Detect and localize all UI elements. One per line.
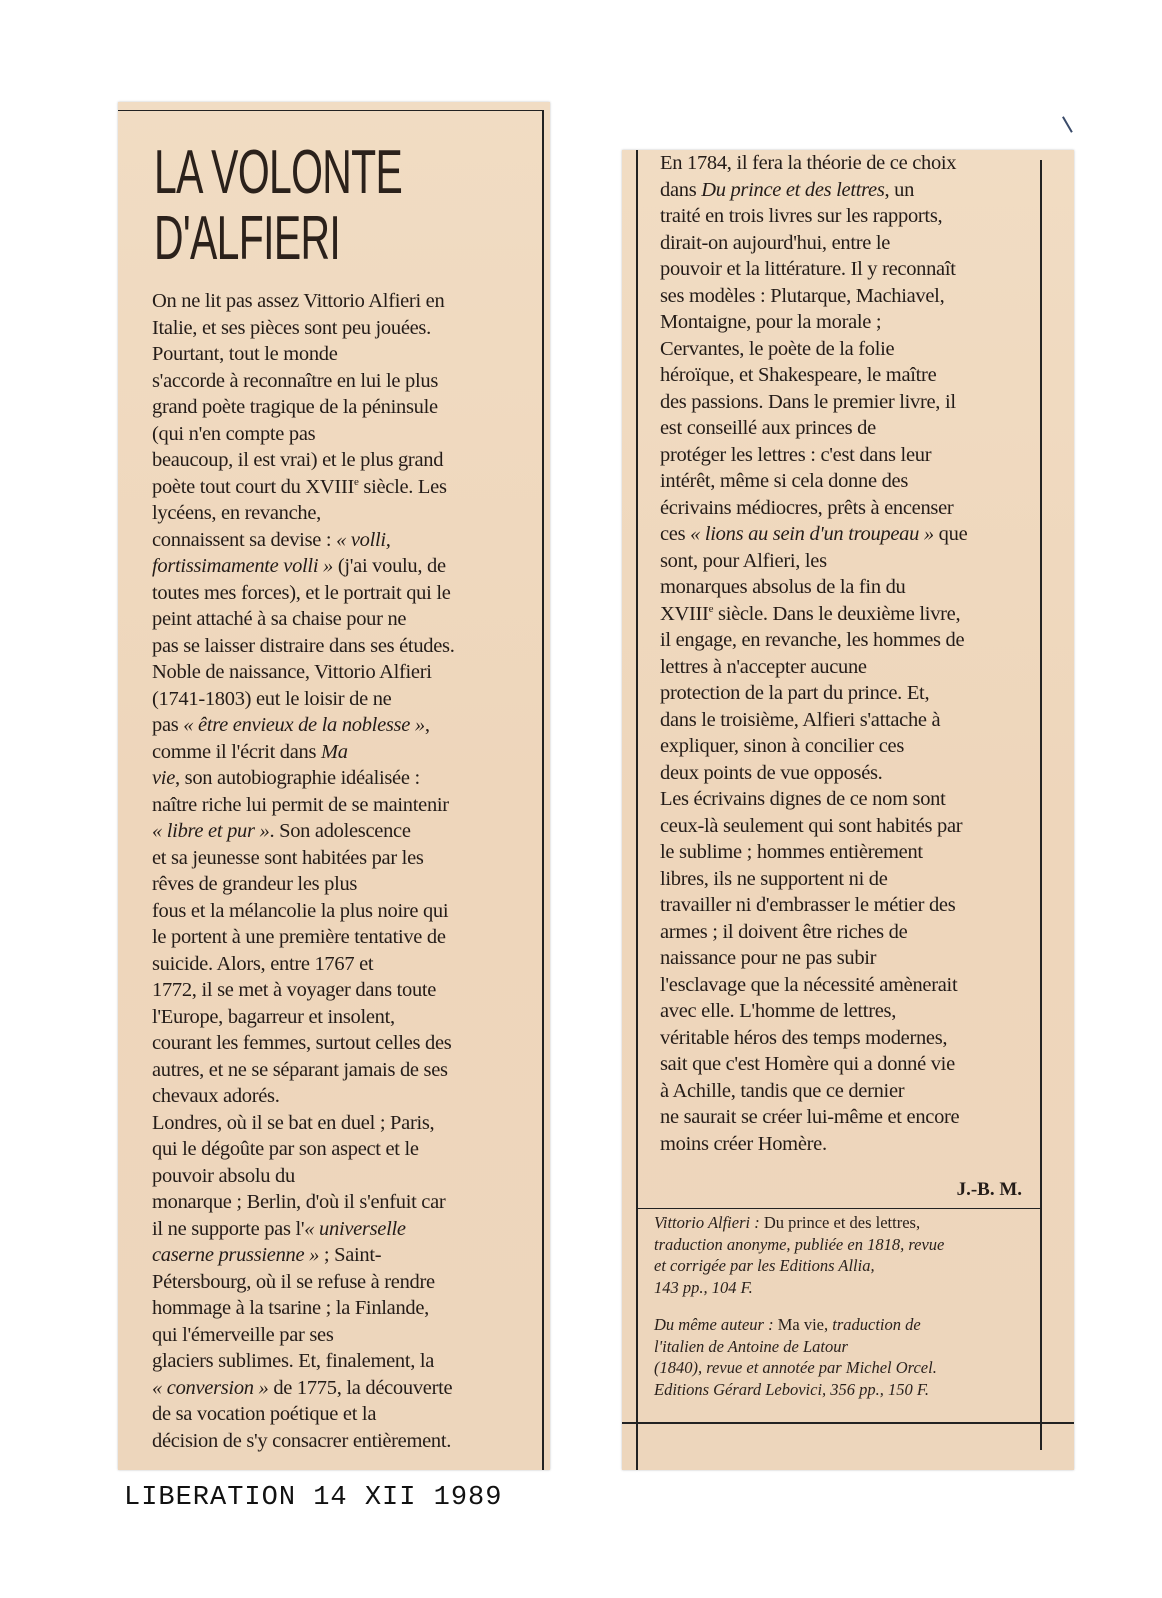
- clipping-left: [118, 102, 550, 1470]
- text-segment: Ma vie,: [777, 1315, 833, 1334]
- text-segment: On ne lit pas assez Vittorio Alfieri en: [152, 290, 445, 312]
- text-line: [660, 362, 967, 389]
- text-segment: grand poète tragique de la péninsule: [152, 396, 438, 418]
- text-segment: toutes mes forces), et le portrait qui le: [152, 581, 451, 604]
- italic-text: caserne prussienne »: [152, 1244, 320, 1266]
- text-line: [660, 150, 967, 177]
- text-segment: héroïque, et Shakespeare, le maître: [660, 364, 937, 386]
- text-segment: pouvoir absolu du: [152, 1164, 295, 1187]
- text-segment: ; Saint-: [319, 1244, 382, 1266]
- text-segment: lettres à n'accepter aucune: [660, 655, 867, 678]
- text-line: [152, 898, 455, 925]
- text-segment: . Son adolescence: [269, 820, 411, 842]
- text-segment: décision de s'y consacrer entièrement.: [152, 1429, 452, 1452]
- text-line: [152, 1401, 455, 1428]
- italic-text: traduction anonyme, publiée en 1818, revue: [654, 1234, 945, 1254]
- text-segment: naître riche lui permit de se maintenir: [152, 793, 449, 816]
- text-line: [152, 818, 455, 845]
- italic-text: « lions au sein d'un troupeau »: [690, 523, 934, 545]
- text-line: [152, 792, 455, 819]
- text-segment: Londres, où il se bat en duel ; Paris,: [152, 1111, 435, 1134]
- text-line: [660, 230, 967, 257]
- text-line: [152, 1083, 455, 1110]
- text-line: [654, 1277, 1034, 1299]
- text-line: [660, 442, 967, 469]
- text-line: [152, 421, 455, 448]
- text-segment: naissance pour ne pas subir: [660, 947, 877, 969]
- text-segment: ,: [424, 714, 430, 736]
- italic-text: et corrigée par les Editions Allia,: [654, 1256, 875, 1275]
- text-line: [152, 1322, 455, 1349]
- text-segment: de 1775, la découverte: [268, 1376, 453, 1399]
- text-segment: qui l'émerveille par ses: [152, 1323, 334, 1346]
- text-line: [152, 500, 455, 527]
- book-reference-1: [654, 1212, 1034, 1298]
- italic-text: Editions Gérard Lebovici, 356 pp., 150 F.: [654, 1379, 929, 1399]
- italic-text: « être envieux de la noblesse »: [183, 714, 425, 736]
- text-line: [660, 1051, 967, 1078]
- text-line: [152, 765, 455, 792]
- text-segment: le portent à une première tentative de: [152, 926, 446, 948]
- italic-text: Du même auteur :: [654, 1315, 778, 1334]
- text-line: [660, 574, 967, 601]
- text-line: [660, 945, 967, 972]
- text-segment: poète tout court du XVIII: [152, 475, 354, 498]
- text-line: [660, 919, 967, 946]
- text-line: [654, 1379, 1034, 1401]
- headline-line-2: D'ALFIERI: [154, 204, 341, 273]
- text-segment: est conseillé aux princes de: [660, 417, 876, 439]
- italic-text: l'italien de Antoine de Latour: [654, 1336, 848, 1356]
- text-line: [660, 468, 967, 495]
- text-segment: Cervantes, le poète de la folie: [660, 337, 895, 360]
- text-line: [152, 712, 455, 739]
- text-line: [152, 474, 455, 501]
- text-segment: sait que c'est Homère qui a donné vie: [660, 1053, 955, 1075]
- text-line: [660, 760, 967, 787]
- clipping-right: [622, 150, 1074, 1470]
- text-line: [152, 1428, 455, 1455]
- superscript: e: [708, 602, 714, 615]
- text-segment: ne saurait se créer lui-même et encore: [660, 1106, 960, 1128]
- text-segment: traité en trois livres sur les rapports,: [660, 205, 943, 227]
- text-line: [152, 1110, 455, 1137]
- text-segment: expliquer, sinon à concilier ces: [660, 735, 905, 757]
- text-line: [152, 1216, 455, 1243]
- text-line: [152, 1057, 455, 1084]
- text-line: [660, 1104, 967, 1131]
- text-line: [660, 654, 967, 681]
- text-line: [660, 972, 967, 999]
- text-segment: Noble de naissance, Vittorio Alfieri: [152, 661, 432, 683]
- text-line: [660, 1131, 967, 1158]
- text-line: [654, 1336, 1034, 1358]
- text-segment: suicide. Alors, entre 1767 et: [152, 952, 374, 975]
- text-segment: il engage, en revanche, les hommes de: [660, 629, 965, 651]
- text-line: [660, 866, 967, 893]
- text-segment: Pourtant, tout le monde: [152, 343, 338, 365]
- text-segment: avec elle. L'homme de lettres,: [660, 1000, 897, 1022]
- text-line: [152, 341, 455, 368]
- text-segment: 1772, il se met à voyager dans toute: [152, 979, 437, 1001]
- text-line: [152, 1030, 455, 1057]
- text-line: [660, 813, 967, 840]
- text-line: [152, 977, 455, 1004]
- text-line: [654, 1357, 1034, 1379]
- text-line: [152, 1136, 455, 1163]
- text-segment: qui le dégoûte par son aspect et le: [152, 1138, 419, 1160]
- text-segment: le sublime ; hommes entièrement: [660, 841, 923, 863]
- text-segment: moins créer Homère.: [660, 1132, 827, 1155]
- superscript: e: [354, 475, 359, 488]
- text-segment: l'Europe, bagarreur et insolent,: [152, 1005, 395, 1028]
- text-segment: libres, ils ne supportent ni de: [660, 867, 888, 890]
- text-segment: , son autobiographie idéalisée :: [175, 767, 420, 789]
- text-segment: glaciers sublimes. Et, finalement, la: [152, 1350, 435, 1372]
- text-line: [660, 283, 967, 310]
- text-line: [660, 548, 967, 575]
- text-line: [660, 1078, 967, 1105]
- text-line: [660, 998, 967, 1025]
- text-segment: lycéens, en revanche,: [152, 502, 321, 524]
- text-segment: chevaux adorés.: [152, 1085, 280, 1107]
- text-line: [152, 1269, 455, 1296]
- text-segment: pouvoir et la littérature. Il y reconnaît: [660, 258, 956, 280]
- italic-text: traduction de: [832, 1315, 921, 1334]
- text-segment: beaucoup, il est vrai) et le plus grand: [152, 449, 444, 471]
- italic-text: 143 pp., 104 F.: [654, 1277, 753, 1297]
- italic-text: « volli,: [336, 528, 391, 551]
- text-line: [660, 601, 967, 628]
- italic-text: vie: [152, 767, 175, 789]
- text-segment: hommage à la tsarine ; la Finlande,: [152, 1297, 429, 1319]
- pen-mark: [1062, 113, 1078, 133]
- author-signature: J.-B. M.: [956, 1179, 1022, 1200]
- text-segment: l'esclavage que la nécessité amènerait: [660, 973, 958, 996]
- text-segment: ses modèles : Plutarque, Machiavel,: [660, 284, 945, 307]
- text-line: [654, 1314, 1034, 1336]
- text-line: [660, 309, 967, 336]
- text-segment: courant les femmes, surtout celles des: [152, 1032, 452, 1054]
- text-segment: pas: [152, 714, 184, 736]
- text-segment: (1741-1803) eut le loisir de ne: [152, 687, 392, 710]
- text-line: [152, 527, 455, 554]
- text-segment: siècle. Dans le deuxième livre,: [713, 602, 961, 625]
- text-line: [660, 680, 967, 707]
- text-segment: protection de la part du prince. Et,: [660, 682, 930, 704]
- italic-text: fortissimamente volli »: [152, 555, 334, 577]
- text-segment: En 1784, il fera la théorie de ce choix: [660, 152, 957, 174]
- column-rule-right: [1040, 160, 1042, 1450]
- text-line: [152, 924, 455, 951]
- text-segment: deux points de vue opposés.: [660, 761, 883, 784]
- text-segment: travailler ni d'embrasser le métier des: [660, 894, 956, 916]
- italic-text: « universelle: [304, 1217, 406, 1240]
- text-line: [654, 1234, 1034, 1256]
- text-line: [660, 839, 967, 866]
- text-segment: , un: [884, 178, 915, 201]
- column-rule-left: [636, 150, 638, 1470]
- text-line: [152, 288, 455, 315]
- text-line: [660, 786, 967, 813]
- text-segment: rêves de grandeur les plus: [152, 873, 358, 895]
- text-segment: intérêt, même si cela donne des: [660, 470, 908, 492]
- text-line: [660, 389, 967, 416]
- text-line: [152, 739, 455, 766]
- text-segment: Montaigne, pour la morale ;: [660, 311, 882, 333]
- text-segment: (j'ai voulu, de: [333, 555, 446, 577]
- bottom-rule: [622, 1422, 1074, 1424]
- text-line: [152, 1375, 455, 1402]
- text-segment: (qui n'en compte pas: [152, 422, 316, 445]
- text-line: [152, 659, 455, 686]
- text-line: [152, 871, 455, 898]
- text-segment: autres, et ne se séparant jamais de ses: [152, 1058, 448, 1081]
- text-segment: il ne supporte pas l': [152, 1217, 305, 1240]
- text-line: [152, 845, 455, 872]
- top-rule: [118, 110, 544, 111]
- text-segment: véritable héros des temps modernes,: [660, 1026, 948, 1049]
- text-line: [660, 1025, 967, 1052]
- italic-text: Du prince et des lettres: [701, 178, 885, 201]
- text-segment: écrivains médiocres, prêts à encenser: [660, 496, 954, 519]
- text-line: [152, 1189, 455, 1216]
- text-line: [654, 1255, 1034, 1277]
- text-segment: protéger les lettres : c'est dans leur: [660, 443, 932, 466]
- column-rule: [542, 110, 544, 1470]
- text-segment: monarque ; Berlin, d'où il s'enfuit car: [152, 1191, 446, 1213]
- text-segment: dans le troisième, Alfieri s'attache à: [660, 708, 941, 731]
- text-segment: pas se laisser distraire dans ses études.: [152, 634, 455, 657]
- text-segment: siècle. Les: [358, 475, 447, 498]
- text-segment: ces: [660, 523, 691, 545]
- text-segment: dirait-on aujourd'hui, entre le: [660, 231, 891, 254]
- text-line: [660, 336, 967, 363]
- text-segment: Du prince et des lettres,: [763, 1213, 921, 1232]
- text-line: [152, 633, 455, 660]
- text-segment: que: [933, 523, 968, 545]
- text-line: [660, 733, 967, 760]
- text-line: [152, 1163, 455, 1190]
- text-segment: à Achille, tandis que ce dernier: [660, 1079, 905, 1102]
- text-line: [152, 553, 455, 580]
- italic-text: (1840), revue et annotée par Michel Orcel.: [654, 1358, 937, 1377]
- text-segment: XVIII: [660, 602, 709, 625]
- article-column-1: [152, 288, 455, 1454]
- text-line: [152, 394, 455, 421]
- text-segment: des passions. Dans le premier livre, il: [660, 390, 956, 413]
- text-line: [660, 177, 967, 204]
- source-caption: LIBERATION 14 XII 1989: [124, 1483, 503, 1513]
- text-segment: armes ; il doivent être riches de: [660, 920, 908, 943]
- text-line: [152, 368, 455, 395]
- text-line: [152, 580, 455, 607]
- text-segment: fous et la mélancolie la plus noire qui: [152, 899, 449, 922]
- text-segment: monarques absolus de la fin du: [660, 576, 906, 598]
- italic-text: Vittorio Alfieri :: [654, 1213, 764, 1232]
- text-line: [654, 1212, 1034, 1234]
- text-segment: Italie, et ses pièces sont peu jouées.: [152, 316, 431, 339]
- text-segment: comme il l'écrit dans: [152, 740, 322, 763]
- text-segment: s'accorde à reconnaître en lui le plus: [152, 369, 438, 392]
- text-line: [660, 495, 967, 522]
- text-segment: connaissent sa devise :: [152, 528, 337, 551]
- text-line: [152, 1295, 455, 1322]
- book-reference-2: [654, 1314, 1034, 1400]
- text-segment: peint attaché à sa chaise pour ne: [152, 608, 407, 630]
- italic-text: « libre et pur »: [152, 820, 270, 842]
- text-line: [660, 707, 967, 734]
- text-line: [660, 415, 967, 442]
- separator-rule: [636, 1208, 1042, 1209]
- text-segment: sont, pour Alfieri, les: [660, 549, 827, 572]
- text-line: [152, 951, 455, 978]
- text-line: [152, 1348, 455, 1375]
- article-column-2: [660, 150, 967, 1157]
- italic-text: « conversion »: [152, 1376, 269, 1399]
- text-line: [660, 627, 967, 654]
- headline-line-1: LA VOLONTE: [154, 138, 403, 207]
- text-line: [152, 1004, 455, 1031]
- text-segment: dans: [660, 178, 702, 201]
- text-segment: et sa jeunesse sont habitées par les: [152, 846, 424, 869]
- text-line: [152, 447, 455, 474]
- text-segment: Pétersbourg, où il se refuse à rendre: [152, 1270, 435, 1293]
- text-line: [152, 1242, 455, 1269]
- text-segment: de sa vocation poétique et la: [152, 1403, 377, 1425]
- headline: [154, 140, 402, 272]
- text-line: [660, 256, 967, 283]
- text-line: [660, 203, 967, 230]
- text-line: [152, 315, 455, 342]
- text-segment: ceux-là seulement qui sont habités par: [660, 814, 963, 837]
- text-line: [152, 606, 455, 633]
- italic-text: Ma: [321, 740, 348, 763]
- text-line: [660, 521, 967, 548]
- text-segment: Les écrivains dignes de ce nom sont: [660, 788, 946, 810]
- text-line: [152, 686, 455, 713]
- text-line: [660, 892, 967, 919]
